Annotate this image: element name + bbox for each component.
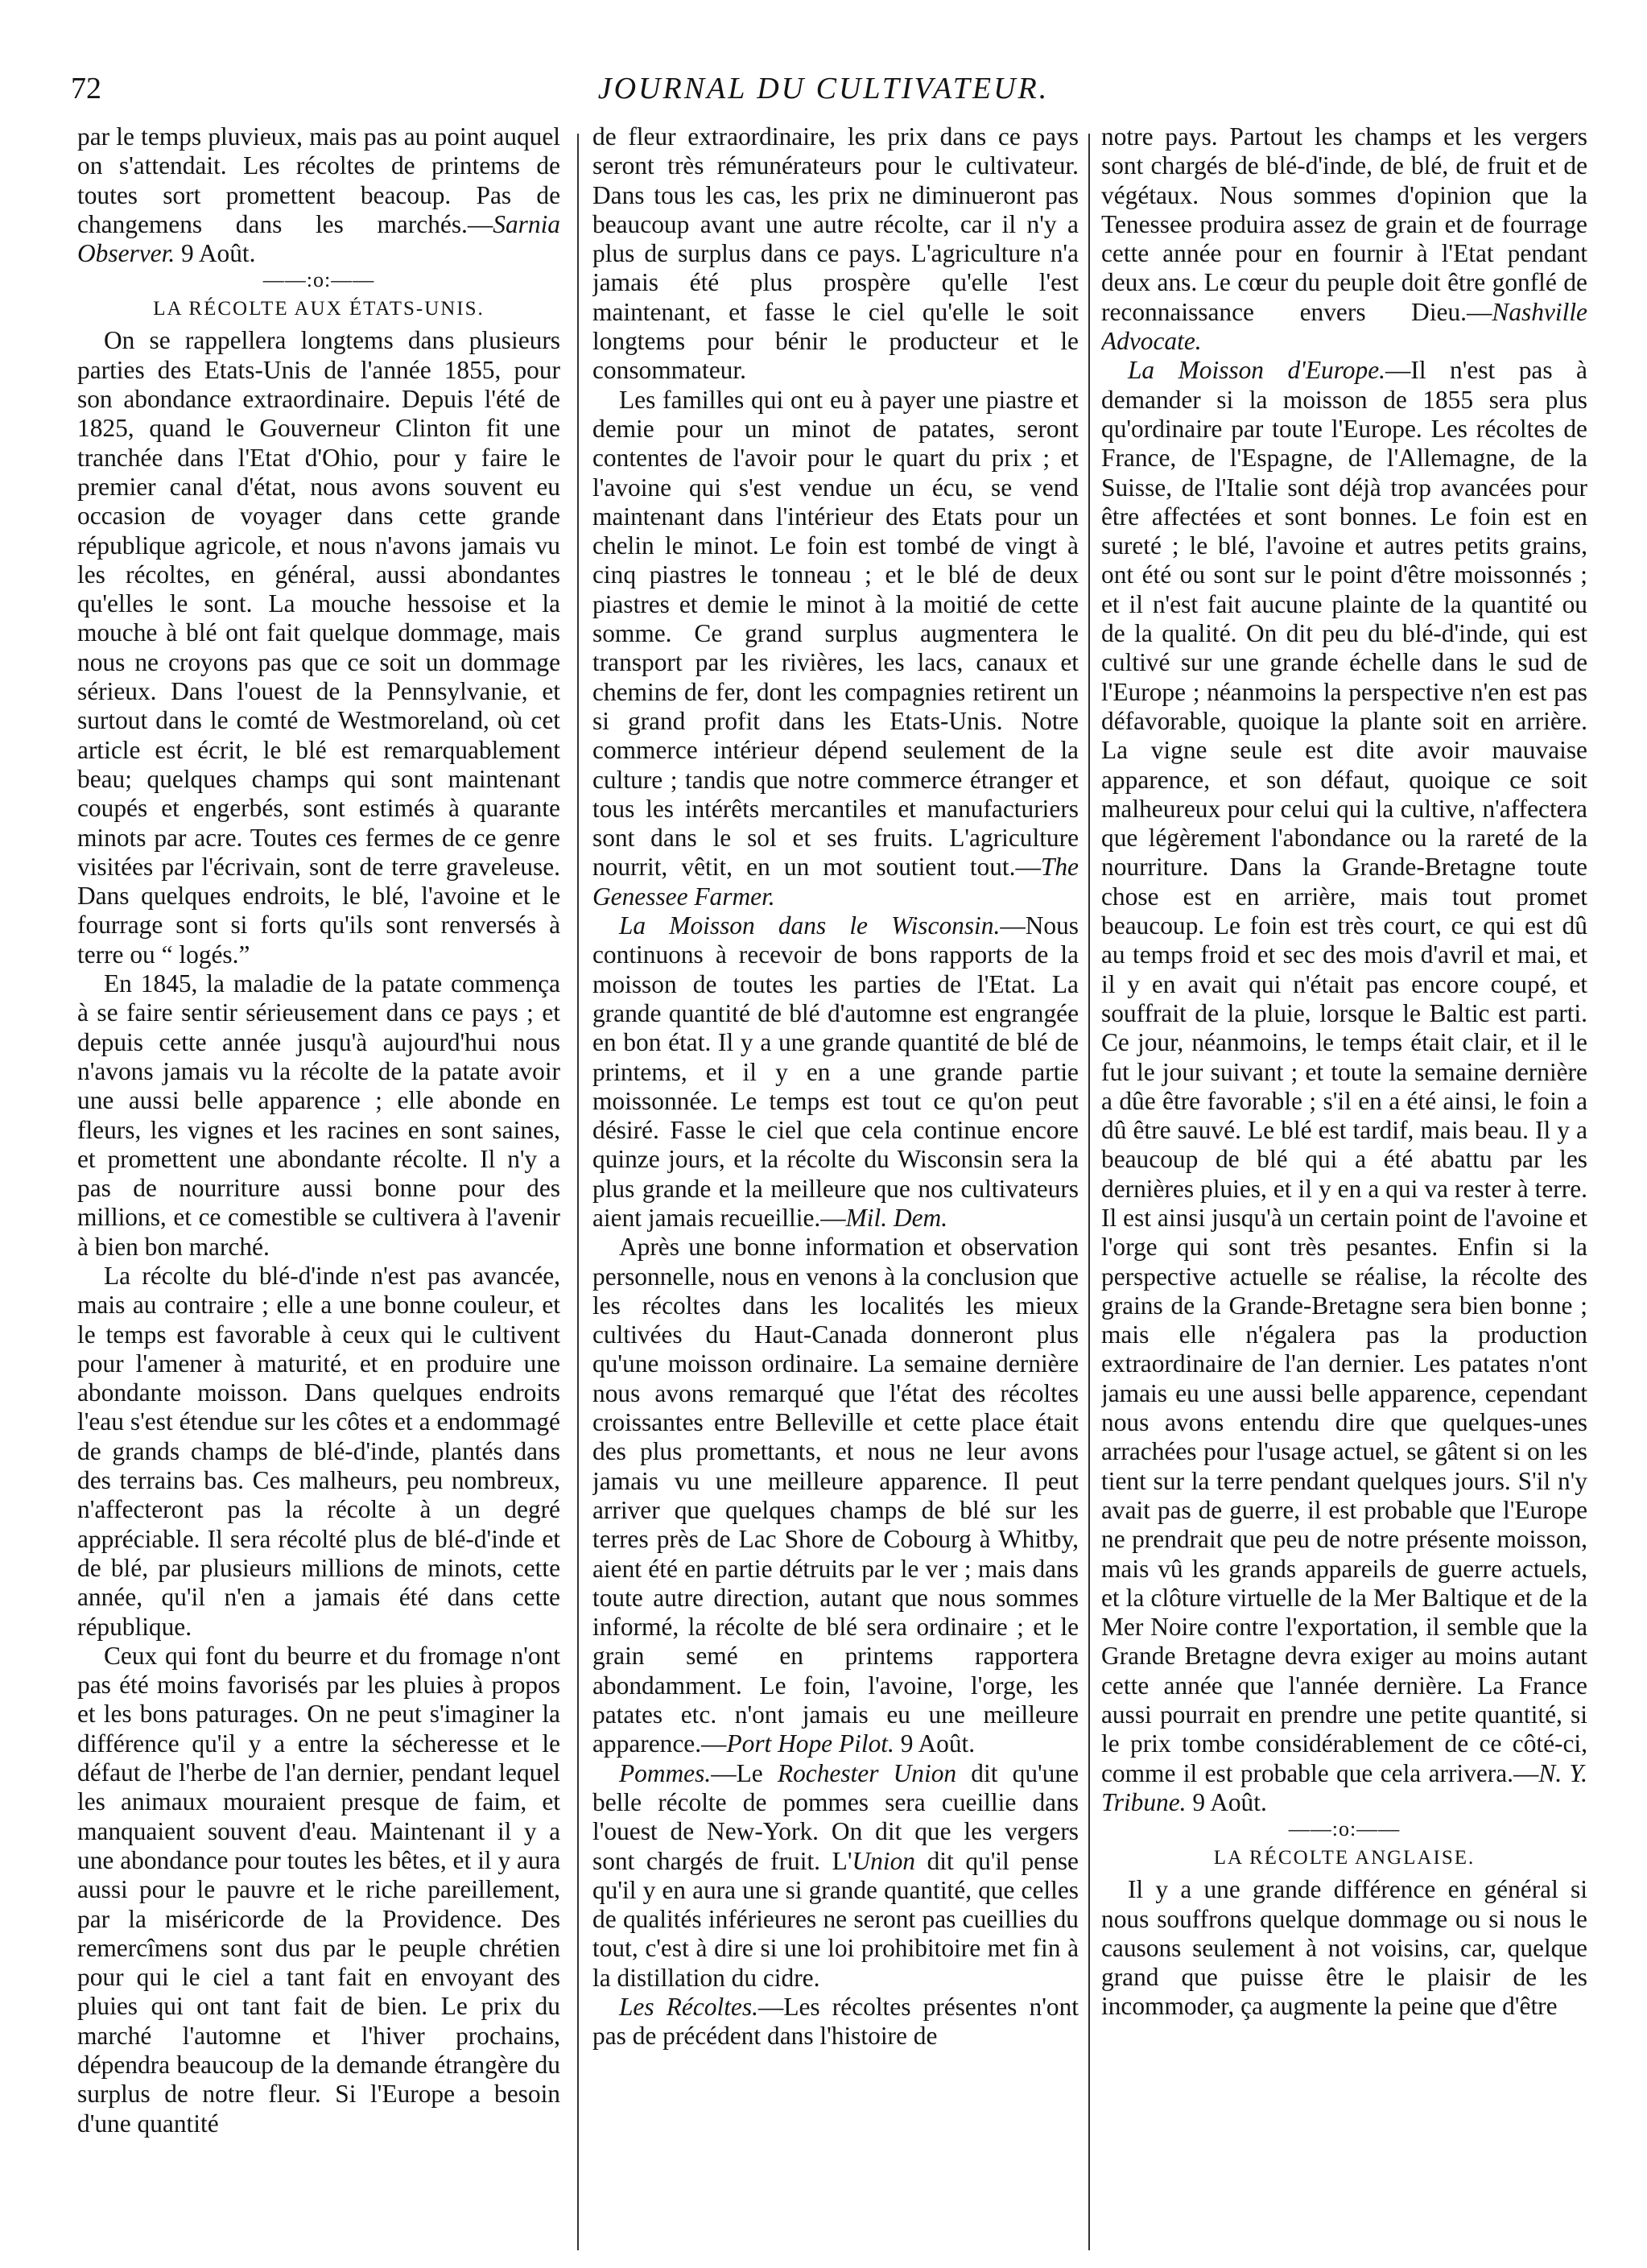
- item-title: Les Récoltes.: [618, 1993, 758, 2021]
- article-paragraph: Il y a une grande différence en général si nous souffrons quelque dommage ou si nous le causons seulement à not voisins, car, quelque grand que puisse être le plaisir de les incommoder, ça augmente la peine que d'être: [1101, 1875, 1587, 2021]
- source-citation: Sarnia Observer.: [77, 209, 560, 268]
- paragraph-text: dit qu'il pense qu'il y en aura une si grande quantité, que celles de qualités inférieures ne seront pas cueillies du tout, c'est à dire si une loi prohibitoire met fin à la distillation du cidre.: [592, 1846, 1079, 1992]
- paragraph-text: —Il n'est pas à demander si la moisson de 1855 sera plus qu'ordinaire par toute l'Europe. Les récoltes de France, de l'Espagne, de l'Allemagne, de la Suisse, de l'Italie sont déjà trop avancées pour être affectées et sont bonnes. Le foin est en sureté ; le blé, l'avoine et autres petits grains, ont été ou sont sur le point d'être moissonnés ; et il n'est fait aucune plainte de la quantité ou de la qualité. On dit peu du blé-d'inde, qui est cultivé sur une grande échelle dans le sud de l'Europe ; néanmoins la perspective n'en est pas défavorable, quoique la plante soit en arrière. La vigne seule est dite avoir mauvaise apparence, et son défaut, quoique ce soit malheureux pour celui qui la cultive, n'affectera que légèrement l'abondance ou la rareté de la nourriture. Dans la Grande-Bretagne toute chose est en arrière, mais tout promet beaucoup. Le foin est très court, ce qui est dû au temps froid et sec des mois d'avril et mai, et il y en avait qui n'était pas encore coupé, et souffrait de la pluie, lorsque le Baltic est parti. Ce jour, néanmoins, le temps était clair, et il le fut le jour suivant ; et toute la semaine dernière a dûe être favorable ; s'il en a été ainsi, le foin a dû être sauvé. Le blé est tardif, mais beau. Il y a beaucoup de blé qui a été abattu par les dernières pluies, et il y en a qui va rester à terre. Il est ainsi jusqu'à un certain point de l'avoine et l'orge qui sont très pesantes. Enfin si la perspective actuelle se réalise, la récolte des grains de la Grande-Bretagne sera bien bonne ; mais elle n'égalera pas la production extraordinaire de l'an dernier. Les patates n'ont jamais eu une aussi belle apparence, cependant nous avons entendu dire que quelques-unes arrachées pour l'usage actuel, se gâtent si on les tient sur la terre pendant quelques jours. S'il n'y avait pas de guerre, il est probable que l'Europe ne prendrait que peu de notre présente moisson, mais vû les grands appareils de guerre actuels, et la clôture virtuelle de la Mer Baltique et de la Mer Noire contre l'exportation, il semble que la Grande Bretagne devra exiger au moins autant cette année que l'année dernière. La France aussi pourrait en prendre une petite quantité, si le prix tombe considérablement de ce côté-ci, comme il est probable que cela arrivera.—: [1101, 356, 1587, 1787]
- paragraph-text: —Nous continuons à recevoir de bons rapports de la moisson de toutes les parties de l'Etat. La grande quantité de blé d'automne est engrangée en bon état. Il y a une grande quantité de blé de printems, et il y en a une grande partie moissonnée. Le temps est tout ce qu'on peut désiré. Fasse le ciel que cela continue encore quinze jours, et la récolte du Wisconsin sera la plus grande et la meilleure que nos cultivateurs aient jamais recueillie.—: [592, 911, 1079, 1232]
- citation-date: 9 Août.: [894, 1729, 976, 1758]
- paragraph-text: Les familles qui ont eu à payer une piastre et demie pour un minot de patates, seront contentes de l'avoir pour le quart du prix ; et l'avoine qui s'est vendue un écu, se vend maintenant dans l'intérieur des Etats pour un chelin le minot. Le foin est tombé de vingt à cinq piastres le tonneau ; et le blé de deux piastres et demie le minot à la moitié de cette somme. Ce grand surplus augmentera le transport par les rivières, les lacs, canaux et chemins de fer, dont les compagnies retirent un si grand profit dans les Etats-Unis. Notre commerce intérieur dépend seulement de la culture ; tandis que notre commerce étranger et tous les intérêts mercantiles et manufacturiers sont dans le sol et ses fruits. L'agriculture nourrit, vêtit, en un mot soutient tout.—: [592, 385, 1079, 882]
- source-citation: N. Y. Tribune.: [1101, 1758, 1587, 1816]
- paragraph-text: Après une bonne information et observation personnelle, nous en venons à la conclusion que les récoltes dans les localités les mieux cultivées du Haut-Canada donneront plus qu'une moisson ordinaire. La semaine dernière nous avons remarqué que l'état des récoltes croissantes entre Belleville et cette place était des plus promettants, et nous ne leur avons jamais vu une meilleure apparence. Il peut arriver que quelques champs de blé sur les terres près de Lac Shore de Cobourg à Whitby, aient été en partie détruits par le ver ; mais dans toute autre direction, autant que nous sommes informé, la récolte de blé sera ordinaire ; et le grain semé en printems rapportera abondamment. Le foin, l'avoine, l'orge, les patates etc. n'ont jamais eu une meilleure apparence.—: [592, 1233, 1079, 1758]
- article-paragraph: [77, 122, 560, 268]
- journal-title: JOURNAL DU CULTIVATEUR.: [597, 72, 1050, 105]
- column-2: [592, 122, 1079, 2239]
- paragraph-text: dit qu'une belle récolte de pommes sera cueillie dans l'ouest de New-York. On dit que les vergers sont chargés de fruit. L': [592, 1758, 1079, 1875]
- item-title: La Moisson dans le Wisconsin.: [618, 911, 1001, 940]
- column-rule: [577, 134, 579, 2250]
- article-paragraph: [592, 1233, 1079, 1758]
- article-paragraph: [1101, 122, 1587, 356]
- article-paragraph: [592, 911, 1079, 1233]
- article-paragraph: [592, 386, 1079, 911]
- article-paragraph: En 1845, la maladie de la patate commença à se faire sentir sérieusement dans ce pays ; et depuis cette année jusqu'à aujourd'hui nous n'avons jamais vu la récolte de la patate avoir une aussi belle apparence ; elle abonde en fleurs, les vignes et les racines en sont saines, et promettent une abondante récolte. Il n'y a pas de nourriture aussi bonne pour des millions, et ce comestible se cultivera à l'avenir à bien bon marché.: [77, 969, 560, 1261]
- source-citation: The Genessee Farmer.: [592, 853, 1079, 911]
- article-paragraph: [1101, 356, 1587, 1817]
- section-heading: LA RÉCOLTE ANGLAISE.: [1213, 1847, 1476, 1869]
- column-3: [1101, 122, 1587, 2239]
- section-heading: LA RÉCOLTE AUX ÉTATS-UNIS.: [153, 298, 485, 320]
- paragraph-text: notre pays. Partout les champs et les vergers sont chargés de blé-d'inde, de blé, de fruit et de végétaux. Nous sommes d'opinion que la Tenessee produira assez de grain et de fourrage cette année pour en fournir à l'Etat pendant deux ans. Le cœur du peuple doit être gonflé de reconnaissance envers Dieu.—: [1101, 122, 1587, 326]
- article-paragraph: de fleur extraordinaire, les prix dans ce pays seront très rémunérateurs pour le cultivateur. Dans tous les cas, les prix ne diminueront pas beaucoup avant une autre récolte, car il n'y a plus de surplus dans ce pays. L'agriculture n'a jamais été plus prospère qu'elle l'est maintenant, et fasse le ciel qu'elle le soit longtems pour bénir le producteur et le consommateur.: [592, 122, 1079, 385]
- citation-date: 9 Août.: [175, 239, 256, 268]
- section-separator: ——:o:——: [262, 268, 375, 292]
- source-citation: Nashville Advocate.: [1101, 297, 1587, 356]
- paragraph-text: par le temps pluvieux, mais pas au point auquel on s'attendait. Les récoltes de printems de toutes sort promettent beacoup. Pas de changemens dans les marchés.—: [77, 122, 560, 238]
- source-citation: Mil. Dem.: [845, 1203, 948, 1232]
- newspaper-name: Rochester Union: [777, 1758, 957, 1787]
- citation-date: 9 Août.: [1186, 1787, 1267, 1816]
- page-number: 72: [71, 72, 101, 105]
- article-paragraph: [592, 1993, 1079, 2051]
- paragraph-text: —Les récoltes présentes n'ont pas de précédent dans l'histoire de: [592, 1993, 1079, 2051]
- column-rule: [1088, 134, 1090, 2250]
- article-paragraph: Ceux qui font du beurre et du fromage n'ont pas été moins favorisés par les pluies à propos et les bons paturages. On ne peut s'imaginer la différence qu'il y a entre la sécheresse et le défaut de l'herbe de l'an dernier, pendant lequel les animaux mouraient presque de faim, et manquaient souvent d'eau. Maintenant il y a une abondance pour toutes les bêtes, et il y aura aussi pour le pauvre et le riche pareillement, par la miséricorde de la Providence. Des remercîmens sont dus par le peuple chrétien pour qui le ciel a tant fait en envoyant des pluies qui ont tant fait de bien. Le prix du marché l'automne et l'hiver prochains, dépendra beaucoup de la demande étrangère du surplus de notre fleur. Si l'Europe a besoin d'une quantité: [77, 1641, 560, 2138]
- page-header: [0, 69, 1647, 114]
- source-citation: Port Hope Pilot.: [726, 1729, 894, 1758]
- article-paragraph: On se rappellera longtems dans plusieurs parties des Etats-Unis de l'année 1855, pour son abondance extraordinaire. Depuis l'été de 1825, quand le Gouverneur Clinton fit une tranchée dans l'Etat d'Ohio, pour y faire le premier canal d'état, nous avons souvent eu occasion de voyager dans cette grande république agricole, et nous n'avons jamais vu les récoltes, en général, aussi abondantes qu'elles le sont. La mouche hessoise et la mouche à blé ont fait quelque dommage, mais nous ne croyons pas que ce soit un dommage sérieux. Dans l'ouest de la Pennsylvanie, et surtout dans le comté de Westmoreland, où cet article est écrit, le blé est remarquablement beau; quelques champs qui sont maintenant coupés et engerbés, sont estimés à quarante minots par acre. Toutes ces fermes de ce genre visitées par l'écrivain, sont de terre graveleuse. Dans quelques endroits, le blé, l'avoine et le fourrage sont si forts qu'ils sont renversés à terre ou “ logés.”: [77, 326, 560, 969]
- article-paragraph: [592, 1759, 1079, 1993]
- item-title: La Moisson d'Europe.: [1127, 356, 1385, 385]
- paragraph-text: —Le: [711, 1758, 778, 1787]
- newspaper-name: Union: [852, 1846, 915, 1875]
- section-separator: ——:o:——: [1288, 1817, 1401, 1841]
- article-paragraph: La récolte du blé-d'inde n'est pas avancée, mais au contraire ; elle a une bonne couleur, et le temps est favorable à ceux qui le cultivent pour l'amener à maturité, et en produire une abondante moisson. Dans quelques endroits l'eau s'est étendue sur les côtes et a endommagé de grands champs de blé-d'inde, plantés dans des terrains bas. Ces malheurs, peu nombreux, n'affecteront pas la récolte à un degré appréciable. Il sera récolté plus de blé-d'inde et de blé, par plusieurs millions de minots, cette année, qu'il n'en a jamais été dans cette république.: [77, 1261, 560, 1641]
- item-title: Pommes.: [618, 1758, 712, 1787]
- column-1: [77, 122, 560, 2239]
